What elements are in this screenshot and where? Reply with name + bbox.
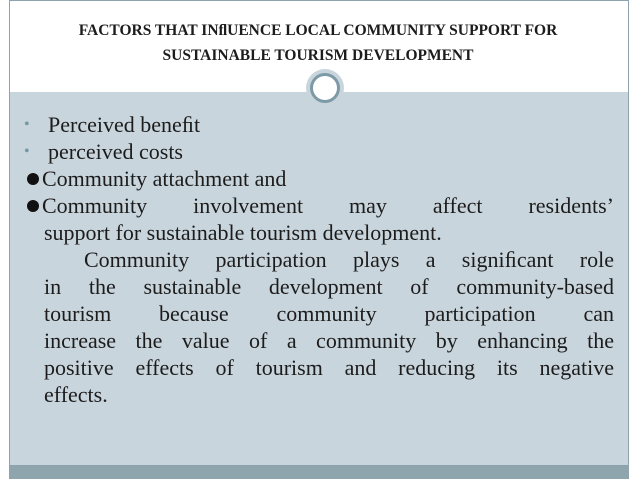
bullet-text: perceived costs: [48, 139, 183, 164]
paragraph-line: in the sustainable development of community-based: [44, 274, 614, 299]
bullet-dot-icon: •: [24, 143, 30, 160]
title-line-2: SUSTAINABLE TOURISM DEVELOPMENT: [162, 47, 474, 64]
body-paragraph: [44, 246, 614, 408]
slide-title: [20, 18, 616, 68]
paragraph-line: positive effects of tourism and reducing its negative: [44, 355, 614, 380]
filled-circle-bullet-icon: [24, 192, 42, 219]
slide: [9, 0, 629, 466]
bullet-item-community-attachment: [24, 165, 614, 192]
bullet-text-line-1: Community involvement may affect residents’: [42, 193, 614, 218]
bottom-bar: [9, 466, 629, 479]
bullet-text: Perceived beneﬁt: [48, 112, 201, 137]
slide-body: [24, 111, 614, 408]
filled-circle-bullet-icon: [24, 165, 42, 192]
paragraph-line: increase the value of a community by enhancing the: [44, 328, 614, 353]
bullet-dot-icon: •: [24, 116, 30, 133]
bullet-text-line-2: support for sustainable tourism development.: [44, 220, 442, 245]
bullet-item-perceived-costs: [24, 138, 614, 165]
paragraph-line: Community participation plays a signiﬁcant role: [84, 247, 614, 272]
title-line-1: FACTORS THAT INﬂUENCE LOCAL COMMUNITY SUPPORT FOR: [78, 22, 558, 39]
bullet-item-community-involvement: [24, 192, 614, 246]
bullet-item-perceived-benefit: [24, 111, 614, 138]
bullet-text: Community attachment and: [42, 166, 287, 191]
divider-circle-icon: [310, 73, 340, 103]
paragraph-line: tourism because community participation can: [44, 301, 614, 326]
paragraph-line: effects.: [44, 382, 108, 407]
